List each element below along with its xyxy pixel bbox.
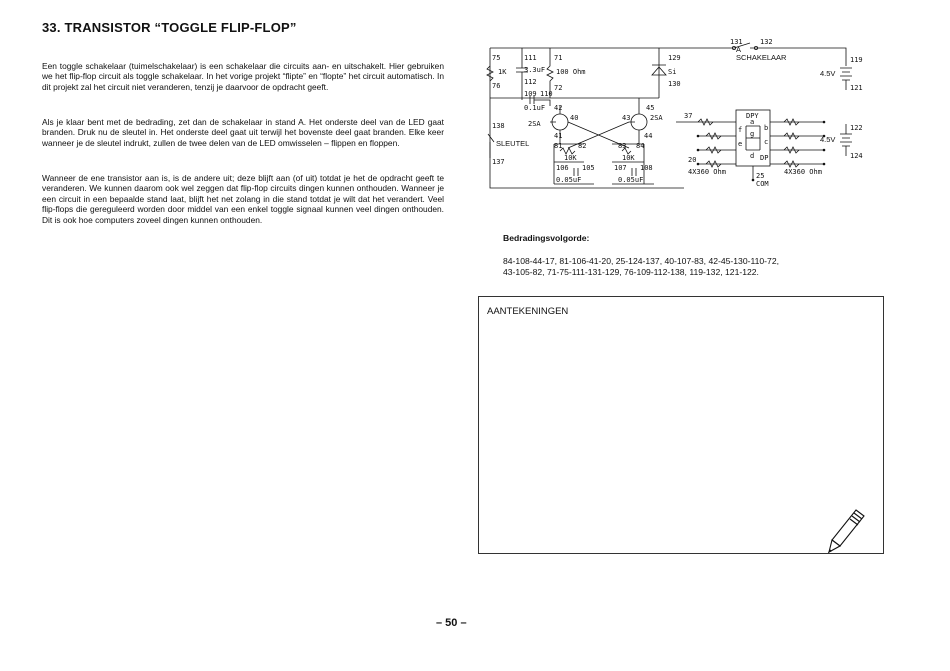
- terminal-label: 37: [684, 112, 693, 120]
- terminal-label: 41: [554, 132, 563, 140]
- terminal-label: 40: [570, 114, 579, 122]
- segment-label: d: [750, 152, 755, 160]
- resistor-array-label: 4X360 Ohm: [688, 168, 726, 176]
- battery-label: 4.5V: [820, 69, 836, 78]
- terminal-label: 112: [524, 78, 537, 86]
- terminal-label: 108: [640, 164, 653, 172]
- terminal-label: 129: [668, 54, 681, 62]
- display-label: DPY: [746, 112, 759, 120]
- switch-label: SCHAKELAAR: [736, 53, 787, 62]
- terminal-label: 71: [554, 54, 563, 62]
- resistor-array-label: 4X360 Ohm: [784, 168, 822, 176]
- segment-label: e: [738, 140, 743, 148]
- notes-label: AANTEKENINGEN: [487, 306, 569, 317]
- terminal-label: 75: [492, 54, 501, 62]
- terminal-label: 42: [554, 104, 563, 112]
- battery-label: 4.5V: [820, 135, 836, 144]
- terminal-label: 138: [492, 122, 505, 130]
- terminal-label: 105: [582, 164, 595, 172]
- page-number: – 50 –: [436, 617, 467, 629]
- terminal-label: 132: [760, 38, 773, 46]
- terminal-label: 44: [644, 132, 653, 140]
- segment-label: DP: [760, 154, 769, 162]
- terminal-label: 107: [614, 164, 627, 172]
- terminal-label: 76: [492, 82, 501, 90]
- capacitor-label: 3.3uF: [524, 66, 546, 74]
- transistor-label: 2SA: [650, 114, 663, 122]
- segment-label: g: [750, 130, 755, 138]
- resistor-10k-label: 10K: [622, 154, 635, 162]
- wiring-order-heading: Bedradingsvolgorde:: [503, 233, 590, 243]
- terminal-label: 130: [668, 80, 681, 88]
- transistor-label: 2SA: [528, 120, 541, 128]
- capacitor-label: 0.05uF: [618, 176, 644, 184]
- terminal-label: 111: [524, 54, 537, 62]
- pencil-icon: [826, 508, 866, 554]
- page-title: 33. TRANSISTOR “TOGGLE FLIP-FLOP”: [42, 20, 297, 35]
- intro-paragraph: Een toggle schakelaar (tuimelschakelaar) is een schakelaar die circuits aan- en uitschakelt. Hier gebruiken we het flip-flop circuit als toggle schakelaar. In het vorige projekt “flipte” en “flopte” het circuit automatisch. In dit projekt zal het circuit niet veranderen, tenzij je daarvoor de opdracht geeft.: [42, 61, 444, 92]
- terminal-label: 106: [556, 164, 569, 172]
- capacitor-label: 0.05uF: [556, 176, 582, 184]
- terminal-label: 131: [730, 38, 743, 46]
- diode-label: Si: [668, 68, 677, 76]
- explanation-paragraph: Wanneer de ene transistor aan is, is de andere uit; deze blijft aan (of uit) totdat je het de opdracht geeft te veranderen. We kunnen daarom ook wel zeggen dat flip-flop circuits dingen kunnen onthouden. Wanneer je een circuit in een bepaalde stand laat, blijft het net zolang in die stand totdat je wilt dat het verandert. Veel flip-flops die gereguleerd worden door middel van een enkel toggle signaal kunnen veel dingen onthouden. Dit is ook hoe computers zoveel dingen kunnen onthouden.: [42, 173, 444, 225]
- key-label: SLEUTEL: [496, 139, 530, 148]
- terminal-label: 84: [636, 142, 645, 150]
- terminal-label: 109: [524, 90, 537, 98]
- segment-label: b: [764, 124, 769, 132]
- notes-box: [478, 296, 884, 554]
- switch-position-label: A: [736, 45, 742, 54]
- resistor-10k-label: 10K: [564, 154, 577, 162]
- terminal-label: 124: [850, 152, 863, 160]
- segment-label: a: [750, 118, 755, 126]
- terminal-label: 83: [618, 142, 627, 150]
- wiring-line: 43-105-82, 71-75-111-131-129, 76-109-112-138, 119-132, 121-122.: [503, 267, 759, 277]
- terminal-label: 43: [622, 114, 631, 122]
- circuit-diagram: [484, 38, 864, 198]
- com-label: COM: [756, 180, 769, 188]
- terminal-label: 82: [578, 142, 587, 150]
- segment-label: f: [738, 126, 743, 134]
- capacitor-label: 0.1uF: [524, 104, 546, 112]
- terminal-label: 20: [688, 156, 697, 164]
- terminal-label: 137: [492, 158, 505, 166]
- terminal-label: 81: [554, 142, 563, 150]
- instructions-paragraph: Als je klaar bent met de bedrading, zet dan de schakelaar in stand A. Het onderste deel van de LED gaat branden. Druk nu de sleutel in. Het onderste deel gaat uit terwijl het bovenste deel gaat branden. Elke keer wanneer je de sleutel indrukt, zullen de twee delen van de LED omwisselen – flippen en floppen.: [42, 117, 444, 148]
- terminal-label: 122: [850, 124, 863, 132]
- terminal-label: 25: [756, 172, 765, 180]
- wiring-order-sequence: [503, 256, 863, 278]
- resistor-100-label: 100 Ohm: [556, 68, 586, 76]
- resistor-1k-label: 1K: [498, 68, 507, 76]
- terminal-label: 119: [850, 56, 863, 64]
- terminal-label: 121: [850, 84, 863, 92]
- terminal-label: 110: [540, 90, 553, 98]
- wiring-line: 84-108-44-17, 81-106-41-20, 25-124-137, 40-107-83, 42-45-130-110-72,: [503, 256, 779, 266]
- segment-label: c: [764, 138, 769, 146]
- terminal-label: 72: [554, 84, 563, 92]
- terminal-label: 45: [646, 104, 655, 112]
